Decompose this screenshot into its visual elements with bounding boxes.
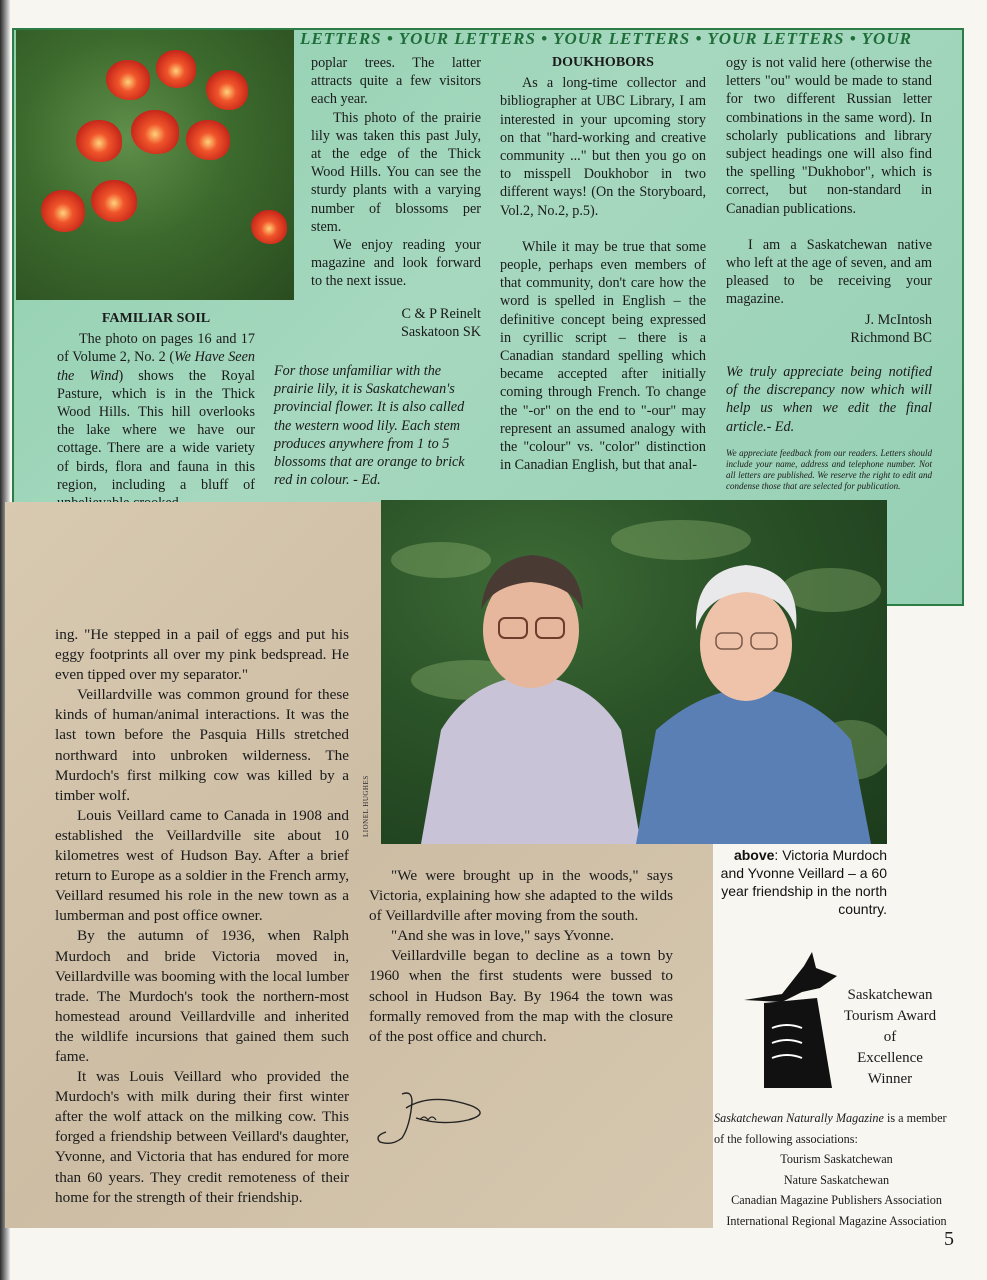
doukhobors-column	[500, 54, 706, 474]
membership-block	[714, 1108, 959, 1231]
association-item: Nature Saskatchewan	[783, 1172, 890, 1187]
signature-name: C & P Reinelt	[401, 305, 481, 322]
signature-name: J. McIntosh	[865, 311, 932, 328]
lily-blossom	[91, 180, 137, 222]
familiar-soil-paragraph: The photo on pages 16 and 17 of Volume 2, No. 2 (We Have Seen the Wind) shows the Royal Pasture, which is in the Thick Wood Hills. This hill overlooks the lake where we have our cottage. There are a wide variety of birds, flora and fauna in this region, including a bluff of	[57, 331, 255, 493]
photo-illustration	[381, 500, 887, 844]
lily-blossom	[106, 60, 150, 100]
page-number: 5	[944, 1228, 954, 1250]
article-paragraph: Veillardville was common ground for these kinds of human/animal interactions. It was the last town before the Pasquia Hills stretched northward into unbroken wilderness. The Murdoch's first milking cow was killed by a timber wolf.	[55, 686, 349, 804]
familiar-soil-column-2	[311, 54, 481, 341]
signature-place: Saskatoon SK	[400, 323, 481, 340]
familiar-soil-continuation: poplar trees. The latter attracts quite a few visitors each year.	[311, 55, 481, 108]
lily-blossom	[206, 70, 248, 110]
article-paragraph: "We were brought up in the woods," says Victoria, explaining how she adapted to the wilds of Veillardville after moving from the south.	[369, 867, 673, 925]
familiar-soil-paragraph-2: This photo of the prairie lily was taken this past July, at the edge of the Thick Wood Hills. You can see the sturdy plants with a varying number of blossoms per stem.	[311, 109, 481, 235]
doukhobors-paragraph-1: As a long-time collector and bibliographer at UBC Library, I am interested in your upcoming story on that "hard-working and creative community ..." but then you go on to misspell Doukhobor in two different ways! (On the Storyboard, Vol.2, No.2, p.5).	[500, 75, 706, 219]
doukhobors-column-2	[726, 54, 932, 492]
familiar-soil-column	[57, 310, 255, 512]
lily-blossom	[41, 190, 85, 232]
doukhobors-paragraph-3: I am a Saskatchewan native who left at the age of seven, and am pleased to be receiving your magazine.	[726, 236, 932, 308]
article-paragraph: Veillardville began to decline as a town by 1960 when the first students were bussed to school in Hudson Bay. By 1964 the town was formally removed from the map with the closure of the post office and church.	[369, 947, 673, 1045]
editor-note-doukhobors: We truly appreciate being notified of the discrepancy now which will help us when we edit the final article.- Ed.	[726, 364, 932, 435]
association-item: Tourism Saskatchewan	[780, 1152, 893, 1166]
doukhobors-paragraph-2-cont: ogy is not valid here (otherwise the letters "ou" would be made to stand for two different Russian letter combinations in the same word). In scholarly publications and library subject headings one will also find the spelling "Dukhobor", which is correct, but non-standard in Canadian publications.	[726, 55, 932, 217]
author-signature	[372, 1086, 492, 1150]
association-item: International Regional Magazine Association	[726, 1213, 947, 1228]
award-line: Saskatchewan	[847, 987, 933, 1003]
article-paragraph: ing. "He stepped in a pail of eggs and put his eggy footprints all over my pink bedspread. He even tipped over my separator."	[55, 626, 349, 684]
letters-fine-print: We appreciate feedback from our readers. Letters should include your name, address and telephone number. Not all letters are published. We reserve the right to edit and condense those that are selected for publication.	[726, 447, 932, 491]
article-column-right	[369, 866, 673, 1047]
article-paragraph: Louis Veillard came to Canada in 1908 and established the Veillardville site about 10 kilometres west of Hudson Bay. After a brief return to Europe as a soldier in the French army, Veillard resumed his role in the new town as a lumberman and post office owner.	[55, 806, 349, 925]
lily-blossom	[186, 120, 230, 160]
article-paragraph: By the autumn of 1936, when Ralph Murdoch and bride Victoria moved in, Veillardville was booming with the local lumber trade. The Murdoch's took the northern-most homestead around Veillardville and inherited the wildlife incursions that gained them such fame.	[55, 927, 349, 1065]
familiar-soil-paragraph-3: We enjoy reading your magazine and look forward to the next issue.	[311, 237, 481, 290]
award-line: of	[883, 1029, 897, 1045]
award-line: Winner	[867, 1071, 913, 1087]
article-paragraph: It was Louis Veillard who provided the Murdoch's with milk during their first winter after the wolf attack on the milking cow. This forged a friendship between Veillard's daughter, Yvonne, and Victoria that has endured for more than 60 years. They credit remoteness of their home for the strength of their friendship.	[55, 1068, 349, 1206]
prairie-lily-photo	[16, 30, 294, 300]
doukhobors-paragraph-2: While it may be true that some people, perhaps even members of that community, don't care how the word is spelled in English – the definitive concept being expressed in cyrillic script – there is a Canadian standard spelling which became accepted after initially coming through French. To change the "-or" on the end to "-our" may represent an assumed analogy with the "colour" vs. "color" distinction in Canadian English, but that anal-	[500, 238, 706, 474]
victoria-yvonne-photo	[381, 500, 887, 844]
award-text	[835, 985, 945, 1090]
magazine-name: Saskatchewan Naturally Magazine	[714, 1111, 884, 1125]
lily-blossom	[76, 120, 122, 162]
lily-blossom	[251, 210, 287, 244]
editor-note-lily: For those unfamiliar with the prairie lily, it is Saskatchewan's provincial flower. It is also called the western wood lily. Each stem produces anywhere from 1 to 5 blossoms that are orange to brick red in colour. - Ed.	[274, 363, 465, 489]
tourism-award-logo	[742, 948, 842, 1093]
doukhobors-heading: DOUKHOBORS	[552, 55, 654, 70]
membership-lead: is a member of the following associations:	[714, 1111, 947, 1146]
article-column-left	[55, 625, 349, 1208]
letters-banner: LETTERS • YOUR LETTERS • YOUR LETTERS • YOUR LETTERS • YOUR	[300, 29, 912, 48]
article-paragraph: "And she was in love," says Yvonne.	[391, 927, 614, 945]
award-line: Tourism Award	[843, 1008, 937, 1024]
photo-caption: above: Victoria Murdoch and Yvonne Veillard – a 60 year friendship in the north country.	[720, 847, 887, 917]
photo-credit: LIONEL HUGHES	[362, 775, 370, 837]
lily-blossom	[131, 110, 179, 154]
association-item: Canadian Magazine Publishers Association	[731, 1193, 942, 1207]
award-line: Excellence	[857, 1050, 923, 1066]
lily-blossom	[156, 50, 196, 88]
familiar-soil-heading: FAMILIAR SOIL	[101, 311, 211, 326]
signature-place: Richmond BC	[850, 329, 932, 346]
